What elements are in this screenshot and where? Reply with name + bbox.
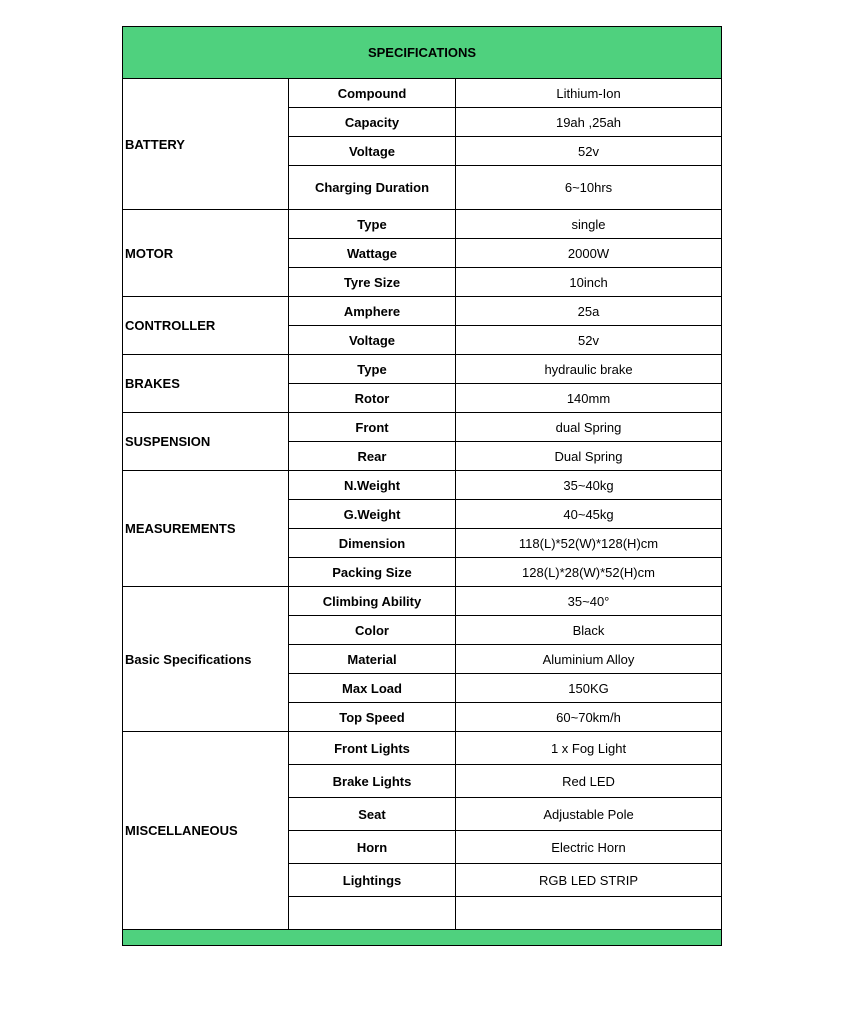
- spec-label: Voltage: [289, 137, 456, 166]
- spec-label: Capacity: [289, 108, 456, 137]
- table-title: SPECIFICATIONS: [123, 27, 722, 79]
- footer-row: [123, 930, 722, 946]
- spec-value: Aluminium Alloy: [456, 645, 722, 674]
- spec-value: 2000W: [456, 239, 722, 268]
- section-label-motor: MOTOR: [123, 210, 289, 297]
- spec-row: [123, 210, 722, 239]
- section-label-basic-specifications: Basic Specifications: [123, 587, 289, 732]
- spec-row: [123, 587, 722, 616]
- spec-label: Seat: [289, 798, 456, 831]
- spec-value: Lithium-Ion: [456, 79, 722, 108]
- spec-label: Brake Lights: [289, 765, 456, 798]
- spec-label: Rear: [289, 442, 456, 471]
- spec-label: Voltage: [289, 326, 456, 355]
- spec-value: 140mm: [456, 384, 722, 413]
- spec-label: Charging Duration: [289, 166, 456, 210]
- section-label-suspension: SUSPENSION: [123, 413, 289, 471]
- spec-value: 40~45kg: [456, 500, 722, 529]
- spec-value: single: [456, 210, 722, 239]
- spec-label: N.Weight: [289, 471, 456, 500]
- spec-label: Front Lights: [289, 732, 456, 765]
- spec-label: Climbing Ability: [289, 587, 456, 616]
- spec-value: 35~40°: [456, 587, 722, 616]
- spec-value: hydraulic brake: [456, 355, 722, 384]
- spec-value: Red LED: [456, 765, 722, 798]
- spec-label: G.Weight: [289, 500, 456, 529]
- spec-value: Electric Horn: [456, 831, 722, 864]
- section-label-measurements: MEASUREMENTS: [123, 471, 289, 587]
- section-label-brakes: BRAKES: [123, 355, 289, 413]
- spec-row: [123, 471, 722, 500]
- spec-row: [123, 297, 722, 326]
- spec-value: Adjustable Pole: [456, 798, 722, 831]
- spec-label: Tyre Size: [289, 268, 456, 297]
- spec-label: Material: [289, 645, 456, 674]
- specifications-table: [122, 26, 722, 946]
- spec-label: Dimension: [289, 529, 456, 558]
- spec-value: 35~40kg: [456, 471, 722, 500]
- spec-value: 6~10hrs: [456, 166, 722, 210]
- spec-value: RGB LED STRIP: [456, 864, 722, 897]
- spec-label: Wattage: [289, 239, 456, 268]
- spec-value: 1 x Fog Light: [456, 732, 722, 765]
- spec-label: Amphere: [289, 297, 456, 326]
- spec-value: 52v: [456, 137, 722, 166]
- spec-label: Type: [289, 355, 456, 384]
- spec-label: Compound: [289, 79, 456, 108]
- spec-value: 10inch: [456, 268, 722, 297]
- spec-value: Dual Spring: [456, 442, 722, 471]
- spec-label: Max Load: [289, 674, 456, 703]
- spec-row: [123, 355, 722, 384]
- spec-label: Color: [289, 616, 456, 645]
- spec-value: 128(L)*28(W)*52(H)cm: [456, 558, 722, 587]
- spec-label: Rotor: [289, 384, 456, 413]
- spec-value: dual Spring: [456, 413, 722, 442]
- spec-label: Front: [289, 413, 456, 442]
- spec-row: [123, 732, 722, 765]
- spec-row: [123, 79, 722, 108]
- spec-value: 118(L)*52(W)*128(H)cm: [456, 529, 722, 558]
- spec-label: Horn: [289, 831, 456, 864]
- spec-value: 52v: [456, 326, 722, 355]
- footer-bar: [123, 930, 722, 946]
- spec-value: 60~70km/h: [456, 703, 722, 732]
- spec-label: Lightings: [289, 864, 456, 897]
- section-label-miscellaneous: MISCELLANEOUS: [123, 732, 289, 930]
- spec-value: Black: [456, 616, 722, 645]
- spec-label: Packing Size: [289, 558, 456, 587]
- spec-label: [289, 897, 456, 930]
- section-label-controller: CONTROLLER: [123, 297, 289, 355]
- specifications-body: [123, 27, 722, 946]
- spec-label: Type: [289, 210, 456, 239]
- spec-label: Top Speed: [289, 703, 456, 732]
- spec-row: [123, 413, 722, 442]
- spec-value: 19ah ,25ah: [456, 108, 722, 137]
- header-row: [123, 27, 722, 79]
- section-label-battery: BATTERY: [123, 79, 289, 210]
- spec-value: 25a: [456, 297, 722, 326]
- spec-value: 150KG: [456, 674, 722, 703]
- spec-value: [456, 897, 722, 930]
